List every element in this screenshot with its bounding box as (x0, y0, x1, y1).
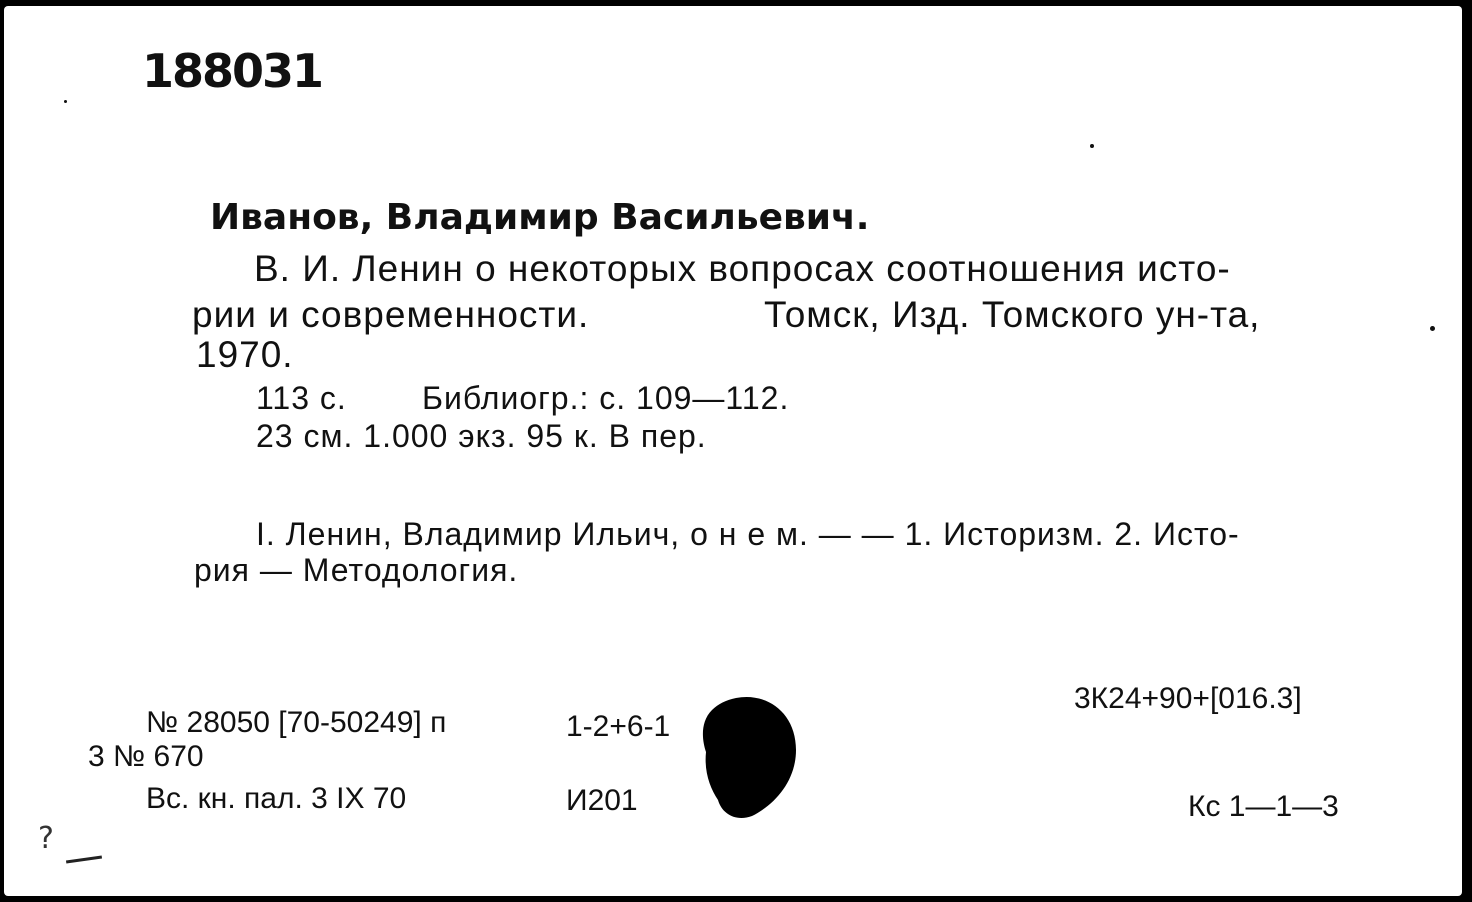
author-heading: Иванов, Владимир Васильевич. (210, 197, 870, 238)
title-line-1: В. И. Ленин о некоторых вопросах соотношения исто- (254, 248, 1231, 289)
catalog-card (4, 6, 1462, 896)
classification-index: 3К24+90+[016.3] (1074, 682, 1302, 715)
imprint-year: 1970. (196, 334, 294, 375)
imprint-line: Томск, Изд. Томского ун-та, (764, 294, 1261, 335)
ink-speck (1430, 326, 1435, 331)
book-chamber-line: Вс. кн. пал. 3 IX 70 (146, 782, 407, 815)
index-code: И201 (566, 784, 638, 817)
cutter-number: Кс 1—1—3 (1188, 790, 1339, 823)
pages-count: 113 с. (256, 380, 347, 416)
subjects-line-1: I. Ленин, Владимир Ильич, о н е м. — — 1. Историзм. 2. Исто- (256, 516, 1240, 552)
ink-blot (696, 692, 800, 822)
ink-speck (64, 100, 67, 103)
inventory-number: 188031 (142, 44, 323, 98)
order-code: 1-2+6-1 (566, 710, 671, 743)
ink-speck (1090, 144, 1094, 148)
bibliography-note: Библиогр.: с. 109—112. (422, 380, 790, 416)
size-edition-price: 23 см. 1.000 экз. 95 к. В пер. (256, 418, 707, 454)
handwritten-stroke (66, 856, 102, 864)
order-number: № 28050 [70-50249] п (146, 706, 447, 739)
title-line-2: рии и современности. (192, 294, 590, 335)
z-number: 3 № 670 (88, 740, 204, 773)
handwritten-corner-mark: ? (38, 821, 54, 856)
subjects-line-2: рия — Методология. (194, 552, 519, 588)
